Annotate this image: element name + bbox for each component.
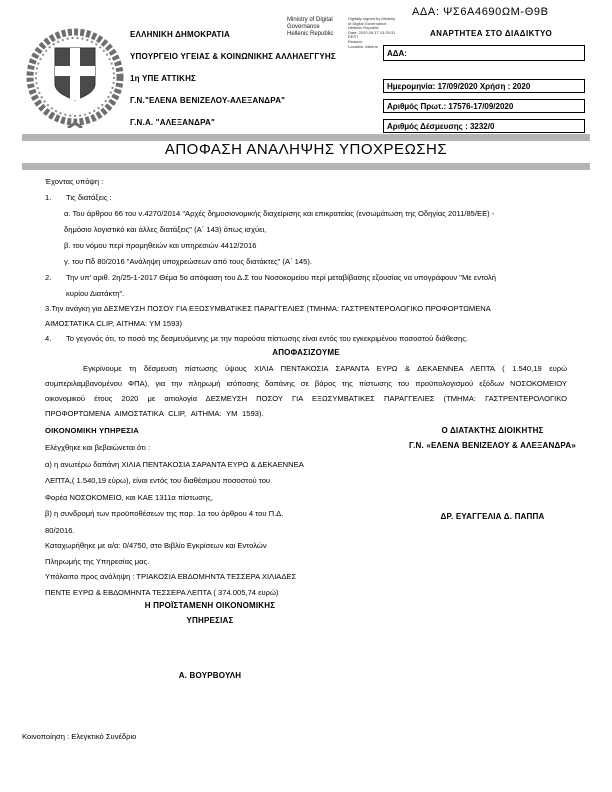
protocol-number-box <box>383 99 585 113</box>
stamp-authority <box>287 17 343 49</box>
item-text: β. του νόμου περί προμηθειών και υπηρεσιών 4412/2016 <box>64 241 257 250</box>
title-divider-bottom <box>22 163 590 170</box>
stamp-sig-line: Hellenic Republic <box>348 25 379 31</box>
digital-signature-stamp <box>287 17 395 49</box>
protocol-value: Αριθμός Πρωτ.: 17576-17/09/2020 <box>387 101 514 111</box>
financial-line: ΛΕΠΤΑ,( 1.540,19 εύρω), είναι εντός του διαθέσιμου ποσοστού του <box>45 476 271 485</box>
item-text: 3.Την ανάγκη για ΔΕΣΜΕΥΣΗ ΠΟΣΟΥ ΓΙΑ ΕΞΩΣΥΜΒΑΤΙΚΕΣ ΠΑΡΑΓΓΕΛΙΕΣ (ΤΜΗΜΑ: ΓΑΣΤΡΕΝΤΕΡΟΛΟΓΙΚΟ ΠΡΟΦΟΡΤΩΜΕΝΑ <box>45 304 491 313</box>
financial-service-heading: ΟΙΚΟΝΟΜΙΚΗ ΥΠΗΡΕΣΙΑ <box>45 426 139 435</box>
ada-box-label: ΑΔΑ: <box>387 48 407 58</box>
financial-head-name: Α. ΒΟΥΡΒΟΥΛΗ <box>178 671 242 680</box>
decision-paragraph: Εγκρίνουμε τη δέσμευση πίστωσης ύψους ΧΙΛΙΑ ΠΕΝΤΑΚΟΣΙΑ ΣΑΡΑΝΤΑ ΕΥΡΩ & ΔΕΚΑΕΝΝΕΑ ΛΕΠΤΑ ( 1.540,19 ευρώ συμπεριλαμβανομένου ΦΠΑ), για την πληρωμή ισόποσης δαπάνης σε βάρος της πίστωσης του προϋπολογισμού εξόδων ΝΟΣΟΚΟΜΕΙΟΥ οικονομικού έτους 2020 με αιτιολογία ΔΕΣΜΕΥΣΗ ΠΟΣΟΥ ΓΙΑ ΕΞΩΣΥΜΒΑΤΙΚΕΣ ΠΑΡΑΓΓΕΛΙΕΣ (ΤΜΗΜΑ: ΓΑΣΤΡΕΝΤΕΡΟΛΟΓΙΚΟ ΠΡΟΦΟΡΤΩΜΕΝΑ ΑΙΜΟΣΤΑΤΙΚΑ CLIP, ΑΙΤΗΜΑ: ΥΜ 1593). <box>45 364 567 418</box>
item-text: Την υπ' αριθ. 2η/25-1-2017 Θέμα 5ο απόφαση του Δ.Σ του Νοσοκομείου περί μεταβίβασης εξουσίας να υπογράφουν "Με εντολή <box>66 273 496 282</box>
notification-line: Κοινοποίηση : Ελεγκτικό Συνέδριο <box>22 732 137 741</box>
stamp-line: Hellenic Republic <box>287 31 334 37</box>
item-text: Το γεγονός ότι, το ποσό της δεσμευόμενης με την παρούσα πίστωσης είναι εντός του εγκεκριμένου ποσοστού διάθεσης. <box>66 334 468 343</box>
page-title: ΑΠΟΦΑΣΗ ΑΝΑΛΗΨΗΣ ΥΠΟΧΡΕΩΣΗΣ <box>164 141 448 158</box>
title-divider-top <box>22 134 590 141</box>
financial-head-title-line2: ΥΠΗΡΕΣΙΑΣ <box>186 616 234 625</box>
item-number: 1. <box>45 193 52 202</box>
date-box <box>383 79 585 93</box>
financial-verification <box>45 440 304 539</box>
commander-title: Ο ΔΙΑΤΑΚΤΗΣ ΔΙΟΙΚΗΤΗΣ <box>441 426 544 435</box>
decision-heading: ΑΠΟΦΑΣΙΖΟΥΜΕ <box>272 348 340 357</box>
financial-line: Ελέγχθηκε και βεβαιώνεται ότι : <box>45 443 151 452</box>
commander-name: ΔΡ. ΕΥΑΓΓΕΛΙΑ Δ. ΠΑΠΠΑ <box>440 512 545 521</box>
commitment-value: Αριθμός Δέσμευσης : 3232/0 <box>387 121 495 131</box>
stamp-sig-line: of Digital Governance, <box>348 20 388 26</box>
commander-org: Γ.Ν. «ΕΛΕΝΑ ΒΕΝΙΖΕΛΟΥ & ΑΛΕΞΑΝΔΡΑ» <box>409 441 576 450</box>
date-value: Ημερομηνία: 17/09/2020 Χρήση : 2020 <box>387 81 531 91</box>
stamp-line: Ministry of Digital <box>287 17 333 23</box>
item-text: δημόσιο λογιστικό και άλλες διατάξεις" (Α΄ 143) όπως ισχύει, <box>64 225 267 234</box>
org-line: 1η ΥΠΕ ΑΤΤΙΚΗΣ <box>130 74 197 83</box>
item-number: 2. <box>45 273 52 282</box>
org-line: Γ.Ν.Α. "ΑΛΕΞΑΝΔΡΑ" <box>130 118 215 127</box>
considerations-intro: Έχοντας υπόψη : <box>45 177 104 186</box>
financial-head-title-line1: Η ΠΡΟΪΣΤΑΜΕΝΗ ΟΙΚΟΝΟΜΙΚΗΣ <box>144 601 276 610</box>
financial-line: β) η συνδρομή των προϋποθέσεων της παρ. 1α του άρθρου 4 του Π.Δ. <box>45 509 284 518</box>
item-text: ΑΙΜΟΣΤΑΤΙΚΑ CLIP, ΑΙΤΗΜΑ: ΥΜ 1593) <box>45 319 183 328</box>
stamp-sig-line: Reason: <box>348 38 363 44</box>
registration-line: Καταχωρήθηκε με α/α: 0/4750, στο Βιβλίο Εγκρίσεων και Εντολών <box>45 541 267 550</box>
ada-box <box>383 45 585 61</box>
stamp-sig-line: EEST <box>348 34 359 40</box>
item-text: α. Του άρθρου 66 του ν.4270/2014 "Αρχές δημοσιονομικής διαχείρισης και επικρατείας (ενσωμάτωση της Οδηγίας 2011/85/ΕΕ) - <box>64 209 495 218</box>
financial-line: 80/2016. <box>45 525 75 535</box>
org-line: Γ.Ν."ΕΛΕΝΑ ΒΕΝΙΖΕΛΟΥ-ΑΛΕΞΑΝΔΡΑ" <box>130 96 286 105</box>
greek-coat-of-arms-icon <box>25 26 125 128</box>
registration-line: Υπόλοιπο προς ανάληψη : ΤΡΙΑΚΟΣΙΑ ΕΒΔΟΜΗΝΤΑ ΤΕΣΣΕΡΑ ΧΙΛΙΑΔΕΣ <box>45 572 297 581</box>
item-text: γ. του Πδ 80/2016 "Ανάληψη υποχρεώσεων από τους διατάκτες" (Α΄ 145). <box>64 257 312 266</box>
internet-posting-label: ΑΝΑΡΤΗΤΕΑ ΣΤΟ ΔΙΑΔΙΚΤΥΟ <box>430 29 553 38</box>
org-line: ΥΠΟΥΡΓΕΙΟ ΥΓΕΙΑΣ & ΚΟΙΝΩΝΙΚΗΣ ΑΛΛΗΛΕΓΓΥΗΣ <box>130 52 336 61</box>
item-text: Τις διατάξεις : <box>66 193 112 202</box>
registration-block <box>45 538 296 600</box>
financial-line: α) η ανωτέρω δαπάνη ΧΙΛΙΑ ΠΕΝΤΑΚΟΣΙΑ ΣΑΡΑΝΤΑ ΕΥΡΩ & ΔΕΚΑΕΝΝΕΑ <box>45 459 304 469</box>
item-text: κυρίου Διατάκτη". <box>66 289 125 298</box>
registration-line: ΠΕΝΤΕ ΕΥΡΩ & ΕΒΔΟΜΗΝΤΑ ΤΕΣΣΕΡΑ ΛΕΠΤΑ ( 374.005,74 ευρώ) <box>45 587 279 597</box>
stamp-sig-line: Digitally signed by Ministry <box>348 16 396 21</box>
financial-line: Φορέα ΝΟΣΟΚΟΜΕΙΟ, και ΚΑΕ 1311α πίστωσης, <box>45 492 213 502</box>
item-number: 4. <box>45 334 52 343</box>
registration-line: Πληρωμής της Υπηρεσίας μας. <box>45 556 150 566</box>
stamp-sig-line: Location: Athens <box>348 43 378 49</box>
stamp-sig-line: Date: 2020.09.17 13:29:31 <box>348 29 396 35</box>
stamp-line: Governance <box>287 24 320 30</box>
org-line: ΕΛΛΗΝΙΚΗ ΔΗΜΟΚΡΑΤΙΑ <box>130 30 230 39</box>
ada-code: ΑΔΑ: ΨΣ6Α4690ΩΜ-Θ9Β <box>412 6 549 18</box>
commitment-number-box <box>383 119 585 133</box>
